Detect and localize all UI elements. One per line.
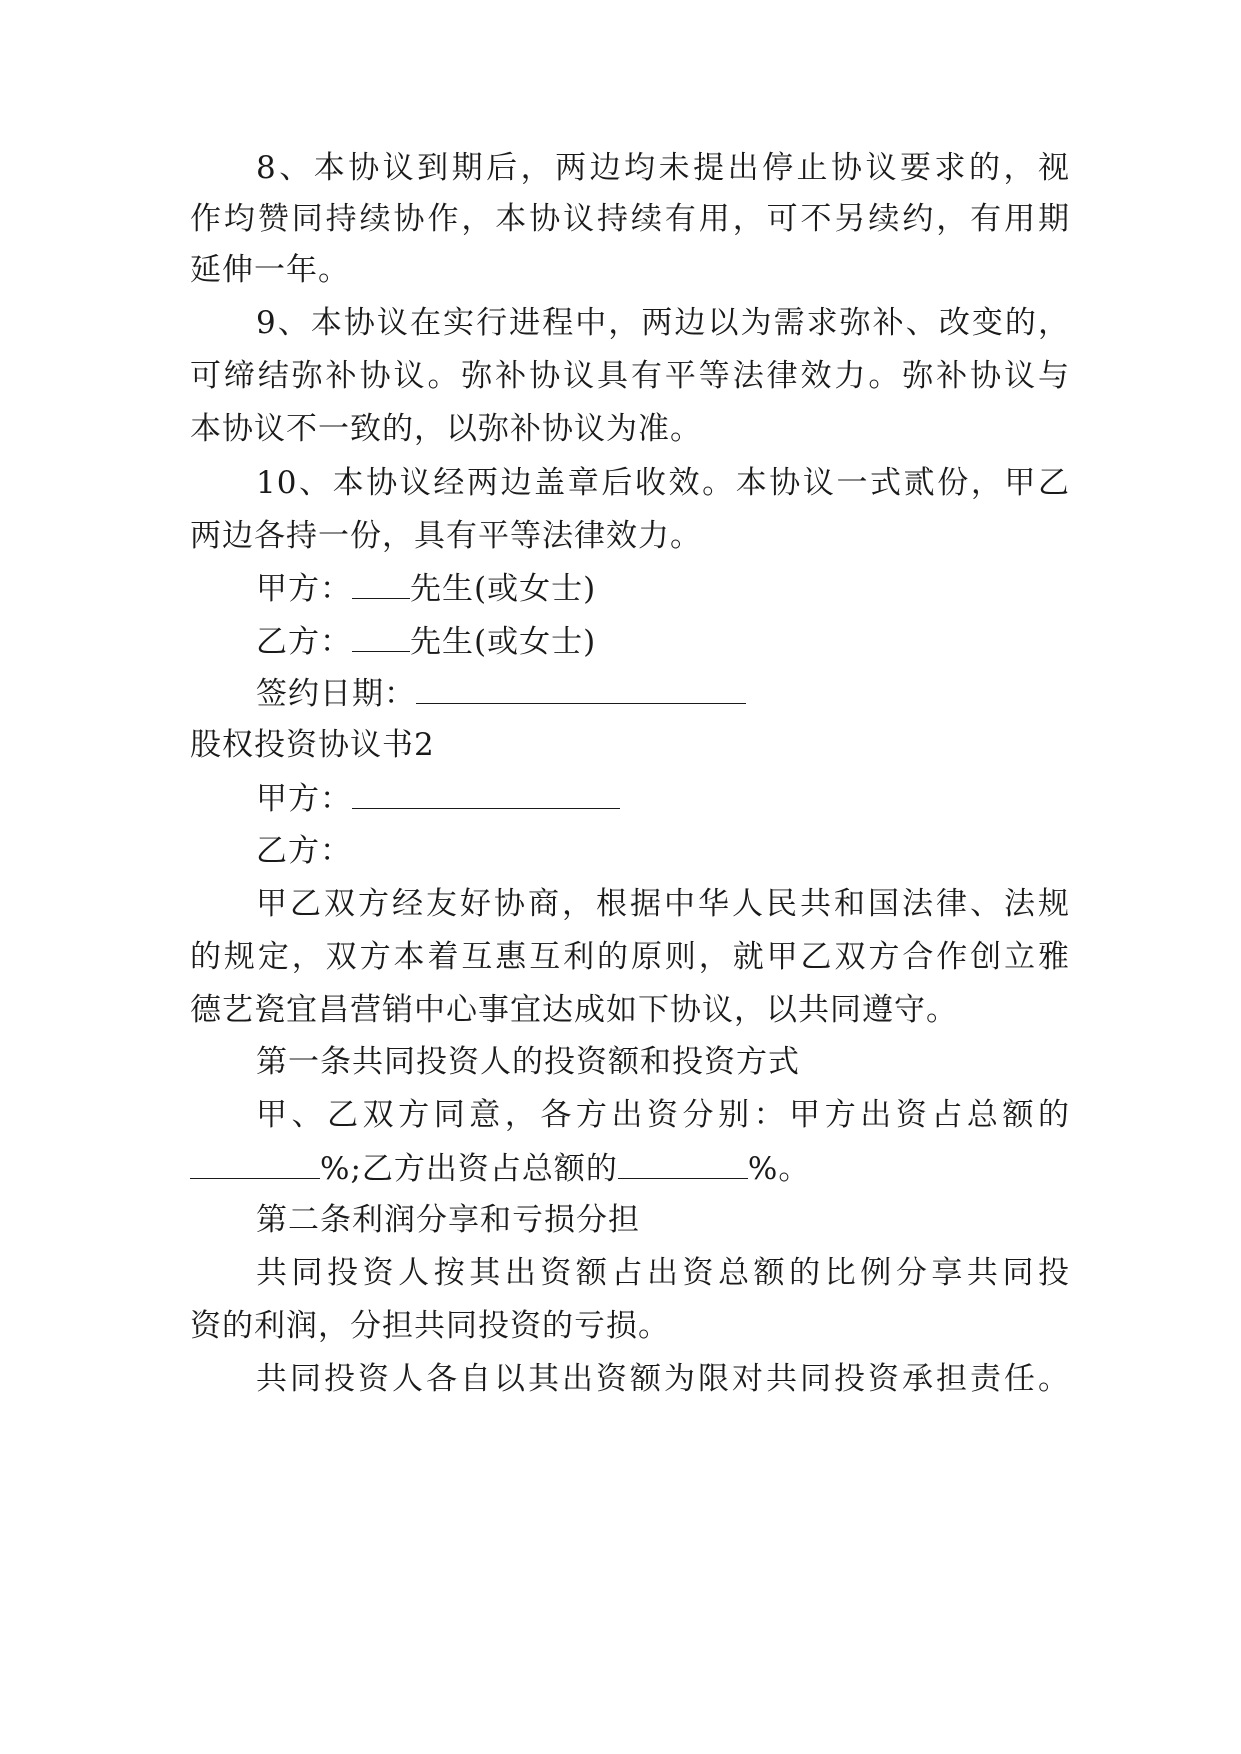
party-b-share-blank[interactable]	[618, 1148, 748, 1179]
article-1-line-2	[190, 1148, 1070, 1189]
clause-9-line-3: 本协议不一致的，以弥补协议为准。	[190, 411, 702, 447]
preamble-line-1: 甲乙双方经友好协商，根据中华人民共和国法律、法规	[256, 886, 1070, 922]
preamble-line-2: 的规定，双方本着互惠互利的原则，就甲乙双方合作创立雅	[190, 939, 1070, 975]
clause-9-line-1: 9、本协议在实行进程中，两边以为需求弥补、改变的，	[256, 305, 1070, 341]
party-a-share-blank[interactable]	[190, 1148, 320, 1179]
preamble-line-3: 德艺瓷宜昌营销中心事宜达成如下协议，以共同遵守。	[190, 992, 958, 1028]
parties2-party-b: 乙方：	[256, 833, 352, 869]
clause-9-line-2: 可缔结弥补协议。弥补协议具有平等法律效力。弥补协议与	[190, 358, 1070, 394]
sign-date-label: 签约日期：	[256, 676, 416, 712]
sign-party-b	[256, 621, 1070, 662]
document-title-2: 股权投资协议书2	[190, 727, 435, 763]
article-1-line-2-mid: %;乙方出资占总额的	[320, 1151, 618, 1187]
article-2-line-1: 共同投资人按其出资额占出资总额的比例分享共同投	[256, 1255, 1070, 1291]
article-2-line-2: 资的利润，分担共同投资的亏损。	[190, 1308, 670, 1344]
article-2-heading: 第二条利润分享和亏损分担	[256, 1202, 640, 1238]
sign-party-b-label: 乙方：	[256, 624, 352, 660]
article-1-heading: 第一条共同投资人的投资额和投资方式	[256, 1044, 800, 1080]
party-a-name-blank[interactable]	[352, 568, 410, 599]
sign-party-b-suffix: 先生(或女士)	[410, 624, 597, 660]
sign-date	[256, 673, 1070, 714]
clause-10-line-2: 两边各持一份，具有平等法律效力。	[190, 518, 702, 554]
clause-10-line-1: 10、本协议经两边盖章后收效。本协议一式贰份，甲乙	[256, 465, 1070, 501]
sign-date-blank[interactable]	[416, 673, 746, 704]
clause-8-line-3: 延伸一年。	[190, 252, 350, 288]
article-1-line-2-end: %。	[747, 1151, 811, 1187]
party-b-name-blank[interactable]	[352, 621, 410, 652]
sign-party-a-suffix: 先生(或女士)	[410, 571, 597, 607]
article-1-line-1: 甲、乙双方同意，各方出资分别：甲方出资占总额的	[256, 1097, 1070, 1133]
parties2-party-a-label: 甲方：	[256, 781, 352, 817]
parties2-party-a-blank[interactable]	[352, 778, 620, 809]
sign-party-a-label: 甲方：	[256, 571, 352, 607]
sign-party-a	[256, 568, 1070, 609]
article-2-line-3: 共同投资人各自以其出资额为限对共同投资承担责任。	[256, 1361, 1070, 1397]
clause-8-line-1: 8、本协议到期后，两边均未提出停止协议要求的，视	[256, 150, 1070, 186]
clause-8-line-2: 作均赞同持续协作，本协议持续有用，可不另续约，有用期	[190, 201, 1070, 237]
parties2-party-a	[256, 778, 1070, 819]
